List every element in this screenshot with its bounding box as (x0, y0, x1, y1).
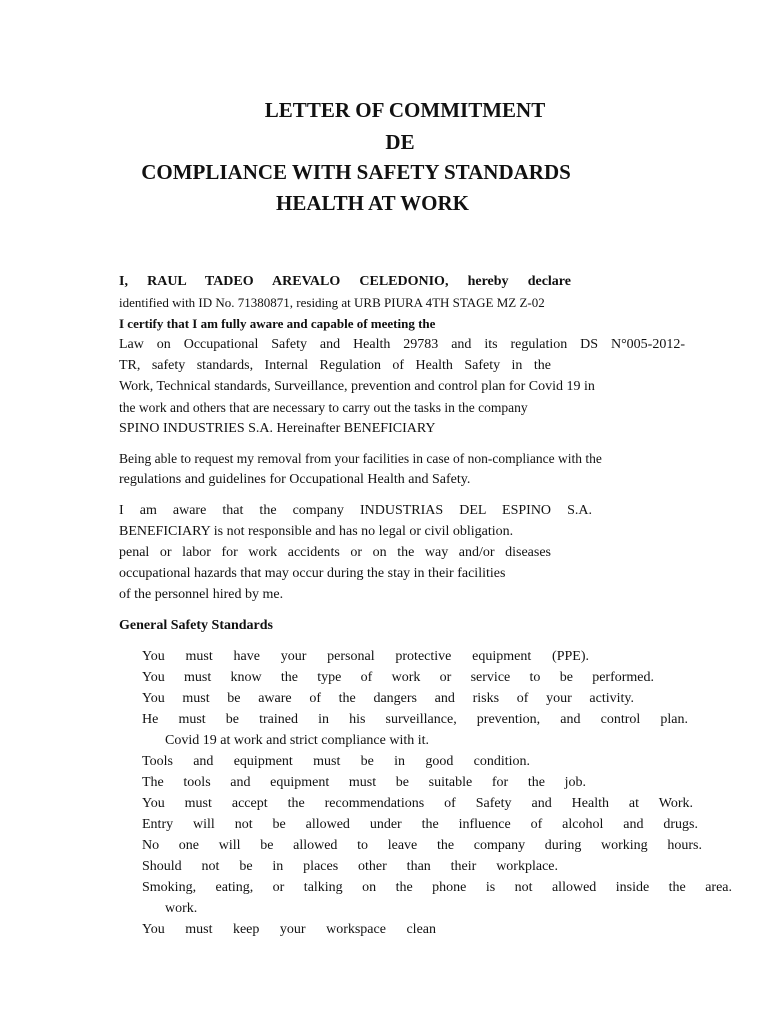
title-line-1: LETTER OF COMMITMENT (264, 98, 546, 122)
standard-item: You must be aware of the dangers and risks of your activity. (142, 691, 634, 706)
awareness-line-2: BENEFICIARY is not responsible and has no legal or civil obligation. (119, 524, 514, 539)
standard-item: He must be trained in his surveillance, prevention, and control plan. (142, 712, 688, 727)
standard-item: You must have your personal protective equipment (PPE). (142, 649, 589, 664)
awareness-line-4: occupational hazards that may occur during the stay in their facilities (119, 566, 506, 581)
awareness-line-5: of the personnel hired by me. (119, 587, 284, 602)
standards-heading: General Safety Standards (119, 618, 273, 633)
standard-item: You must accept the recommendations of Safety and Health at Work. (142, 796, 693, 811)
title-line-3: COMPLIANCE WITH SAFETY STANDARDS (141, 160, 571, 184)
declaration-line-6: Work, Technical standards, Surveillance, prevention and control plan for Covid 19 in (119, 379, 595, 394)
standard-item: Should not be in places other than their workplace. (142, 859, 558, 874)
declaration-line-2: identified with ID No. 71380871, residing at URB PIURA 4TH STAGE MZ Z-02 (119, 295, 545, 310)
standard-item: You must keep your workspace clean (142, 922, 436, 937)
declaration-line-3: I certify that I am fully aware and capable of meeting the (119, 316, 436, 331)
awareness-line-1: I am aware that the company INDUSTRIAS DEL ESPINO S.A. (119, 503, 592, 518)
declaration-line-5: TR, safety standards, Internal Regulation of Health Safety in the (119, 358, 551, 373)
removal-line-1: Being able to request my removal from your facilities in case of non-compliance with the (119, 451, 602, 466)
title-line-4: HEALTH AT WORK (276, 191, 469, 215)
standard-item: The tools and equipment must be suitable for the job. (142, 775, 586, 790)
awareness-line-3: penal or labor for work accidents or on the way and/or diseases (119, 545, 551, 560)
declaration-line-1: I, RAUL TADEO AREVALO CELEDONIO, hereby declare (119, 274, 571, 289)
declaration-line-4: Law on Occupational Safety and Health 29783 and its regulation DS N°005-2012- (119, 337, 685, 352)
title-line-2: DE (385, 130, 415, 154)
declaration-line-8: SPINO INDUSTRIES S.A. Hereinafter BENEFICIARY (119, 421, 436, 436)
standard-item: Smoking, eating, or talking on the phone is not allowed inside the area. (142, 880, 732, 895)
standard-item: Tools and equipment must be in good condition. (142, 754, 530, 769)
standard-item: No one will be allowed to leave the company during working hours. (142, 838, 702, 853)
standard-item-continuation: work. (165, 901, 198, 916)
standard-item-continuation: Covid 19 at work and strict compliance with it. (165, 733, 430, 748)
removal-line-2: regulations and guidelines for Occupational Health and Safety. (119, 472, 471, 487)
declaration-line-7: the work and others that are necessary to carry out the tasks in the company (119, 400, 528, 415)
standard-item: Entry will not be allowed under the influence of alcohol and drugs. (142, 817, 698, 832)
standard-item: You must know the type of work or service to be performed. (142, 670, 654, 685)
